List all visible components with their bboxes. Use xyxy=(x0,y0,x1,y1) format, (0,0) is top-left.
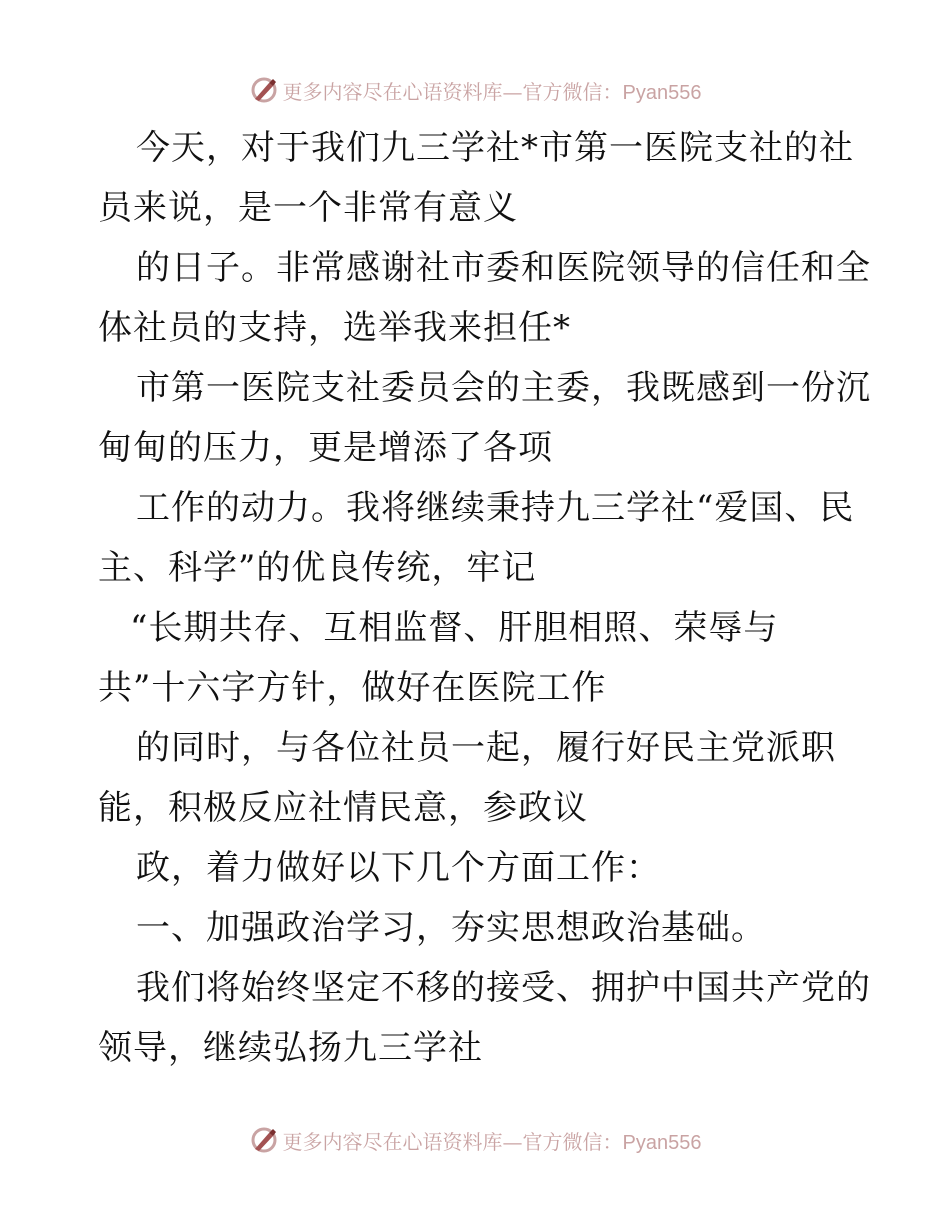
section-heading: 一、加强政治学习，夯实思想政治基础。 xyxy=(136,908,766,948)
paragraph-line: 我们将始终坚定不移的接受、拥护中国共产党的 xyxy=(136,968,871,1008)
paragraph-line: 主、科学”的优良传统，牢记 xyxy=(98,548,537,588)
pen-logo-icon xyxy=(249,1125,279,1155)
pen-logo-icon xyxy=(249,75,279,105)
paragraph-line: 甸甸的压力，更是增添了各项 xyxy=(98,428,553,468)
footer-watermark-text: 更多内容尽在心语资料库—官方微信：Pyan556 xyxy=(282,1129,702,1154)
header-watermark-banner xyxy=(0,70,950,110)
paragraph-line: 共”十六字方针，做好在医院工作 xyxy=(98,668,607,708)
paragraph-line: 的日子。非常感谢社市委和医院领导的信任和全 xyxy=(136,248,871,288)
footer-watermark-banner xyxy=(0,1120,950,1160)
paragraph-line: 政，着力做好以下几个方面工作： xyxy=(136,848,661,888)
paragraph-line: 的同时，与各位社员一起，履行好民主党派职 xyxy=(136,728,836,768)
paragraph-line: 员来说，是一个非常有意义 xyxy=(98,188,518,228)
paragraph-line: “长期共存、互相监督、肝胆相照、荣辱与 xyxy=(130,608,779,648)
paragraph-line: 领导，继续弘扬九三学社 xyxy=(98,1028,483,1068)
paragraph-line: 工作的动力。我将继续秉持九三学社“爱国、民 xyxy=(136,488,855,528)
paragraph-line: 市第一医院支社委员会的主委，我既感到一份沉 xyxy=(136,368,871,408)
paragraph-line: 体社员的支持，选举我来担任* xyxy=(98,308,571,348)
document-body xyxy=(98,118,871,1078)
header-watermark-text: 更多内容尽在心语资料库—官方微信：Pyan556 xyxy=(282,79,702,104)
paragraph-line: 能，积极反应社情民意，参政议 xyxy=(98,788,588,828)
paragraph-line: 今天，对于我们九三学社*市第一医院支社的社 xyxy=(136,128,854,168)
